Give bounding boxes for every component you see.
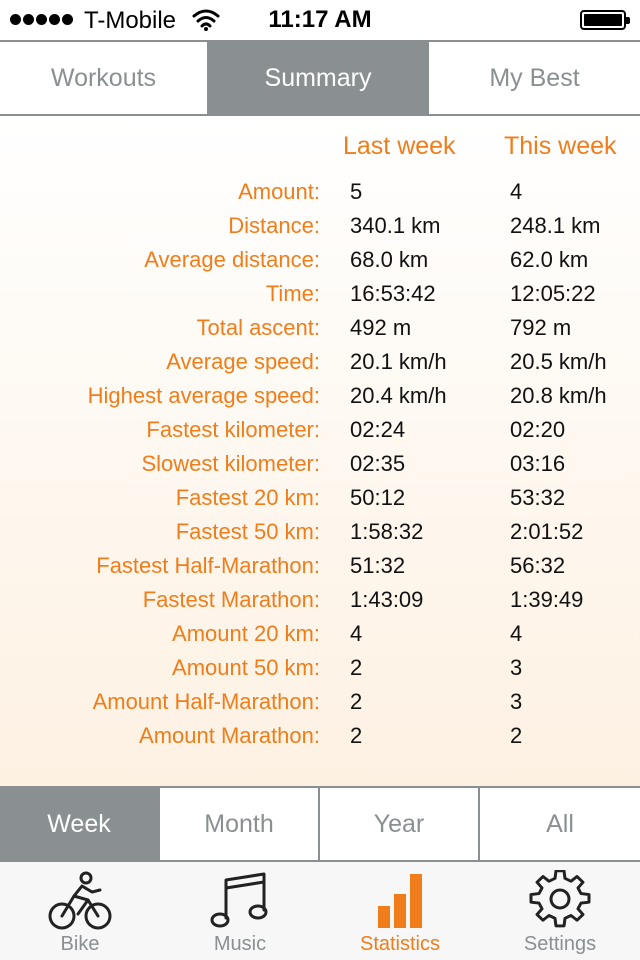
- stat-value-last-week: 50:12: [350, 485, 406, 510]
- stat-label: Fastest kilometer:: [146, 417, 320, 442]
- stat-value-this-week: 12:05:22: [510, 281, 596, 306]
- stat-row: [0, 417, 640, 451]
- tab-bar-item-statistics[interactable]: [320, 862, 480, 960]
- status-time: 11:17 AM: [268, 6, 372, 33]
- stat-row: [0, 179, 640, 213]
- tab-bar-item-music[interactable]: [160, 862, 320, 960]
- stat-value-this-week: 2: [510, 723, 523, 748]
- stat-value-last-week: 1:58:32: [350, 519, 424, 544]
- stat-row: [0, 213, 640, 247]
- stat-label: Amount 50 km:: [172, 655, 320, 680]
- tab-bar-item-bike[interactable]: [0, 862, 160, 960]
- stat-value-this-week: 1:39:49: [510, 587, 584, 612]
- stat-label: Fastest 20 km:: [175, 485, 320, 510]
- stat-value-this-week: 03:16: [510, 451, 566, 476]
- stat-label: Slowest kilometer:: [141, 451, 320, 476]
- stat-value-last-week: 51:32: [350, 553, 406, 578]
- stat-value-last-week: 5: [350, 179, 363, 204]
- carrier-name: T-Mobile: [84, 7, 177, 34]
- tab-bar-label-bike: Bike: [60, 933, 100, 955]
- stat-value-last-week: 20.4 km/h: [350, 383, 447, 408]
- tab-workouts[interactable]: Workouts: [0, 42, 209, 114]
- tab-bar-label-settings: Settings: [523, 933, 597, 955]
- tab-bar-item-settings[interactable]: [480, 862, 640, 960]
- column-header-this-week: This week: [504, 132, 617, 160]
- stat-value-last-week: 68.0 km: [350, 247, 429, 272]
- stat-label: Amount:: [238, 179, 320, 204]
- period-segmented-control: [0, 786, 640, 862]
- stat-row: [0, 349, 640, 383]
- gear-icon: [528, 870, 592, 932]
- column-header-last-week: Last week: [343, 132, 456, 160]
- stat-value-this-week: 3: [510, 689, 523, 714]
- stat-row: [0, 451, 640, 485]
- period-year[interactable]: Year: [320, 788, 480, 860]
- stat-value-last-week: 4: [350, 621, 363, 646]
- bike-icon: [48, 870, 112, 932]
- stat-value-this-week: 4: [510, 179, 523, 204]
- period-month[interactable]: Month: [160, 788, 320, 860]
- stat-value-this-week: 56:32: [510, 553, 566, 578]
- stat-row: [0, 553, 640, 587]
- stat-value-this-week: 53:32: [510, 485, 566, 510]
- stat-label: Distance:: [228, 213, 320, 238]
- period-week[interactable]: Week: [0, 788, 160, 860]
- stat-value-last-week: 16:53:42: [350, 281, 436, 306]
- tab-bar: [0, 862, 640, 960]
- music-note-icon: [208, 870, 272, 932]
- stat-label: Total ascent:: [196, 315, 320, 340]
- stat-row: [0, 689, 640, 723]
- stat-row: [0, 383, 640, 417]
- bar-chart-icon: [368, 870, 432, 932]
- stat-row: [0, 723, 640, 757]
- stat-row: [0, 281, 640, 315]
- stat-row: [0, 621, 640, 655]
- tab-summary[interactable]: Summary: [209, 42, 429, 114]
- stat-value-last-week: 20.1 km/h: [350, 349, 447, 374]
- view-segmented-control: [0, 40, 640, 116]
- stat-value-this-week: 20.5 km/h: [510, 349, 607, 374]
- stat-label: Highest average speed:: [87, 383, 320, 408]
- stat-label: Amount 20 km:: [172, 621, 320, 646]
- stat-label: Average distance:: [144, 247, 320, 272]
- stat-label: Fastest Half-Marathon:: [96, 553, 320, 578]
- stat-label: Fastest Marathon:: [142, 587, 320, 612]
- stat-row: [0, 655, 640, 689]
- stat-value-last-week: 2: [350, 723, 363, 748]
- stat-label: Amount Marathon:: [139, 723, 320, 748]
- stat-value-this-week: 20.8 km/h: [510, 383, 607, 408]
- battery-icon: [580, 10, 626, 30]
- stat-row: [0, 315, 640, 349]
- stat-value-last-week: 02:35: [350, 451, 406, 476]
- stat-row: [0, 485, 640, 519]
- stat-value-last-week: 1:43:09: [350, 587, 424, 612]
- stat-value-last-week: 492 m: [350, 315, 412, 340]
- stat-row: [0, 587, 640, 621]
- stat-row: [0, 519, 640, 553]
- stat-label: Time:: [265, 281, 320, 306]
- stat-value-this-week: 792 m: [510, 315, 572, 340]
- summary-stats-panel: [0, 116, 640, 786]
- stat-value-this-week: 3: [510, 655, 523, 680]
- tab-bar-label-music: Music: [213, 933, 267, 955]
- stat-value-this-week: 4: [510, 621, 523, 646]
- stat-value-last-week: 02:24: [350, 417, 406, 442]
- stat-value-this-week: 62.0 km: [510, 247, 589, 272]
- stat-row: [0, 247, 640, 281]
- stat-value-this-week: 248.1 km: [510, 213, 601, 238]
- status-bar: [0, 0, 640, 40]
- stat-label: Fastest 50 km:: [175, 519, 320, 544]
- stat-label: Amount Half-Marathon:: [92, 689, 320, 714]
- stat-value-last-week: 2: [350, 689, 363, 714]
- stat-value-this-week: 02:20: [510, 417, 566, 442]
- tab-bar-label-statistics: Statistics: [359, 933, 441, 955]
- stat-value-last-week: 340.1 km: [350, 213, 441, 238]
- stat-value-this-week: 2:01:52: [510, 519, 584, 544]
- period-all[interactable]: All: [546, 809, 574, 838]
- tab-my-best[interactable]: My Best: [489, 63, 580, 92]
- stat-value-last-week: 2: [350, 655, 363, 680]
- stat-label: Average speed:: [166, 349, 320, 374]
